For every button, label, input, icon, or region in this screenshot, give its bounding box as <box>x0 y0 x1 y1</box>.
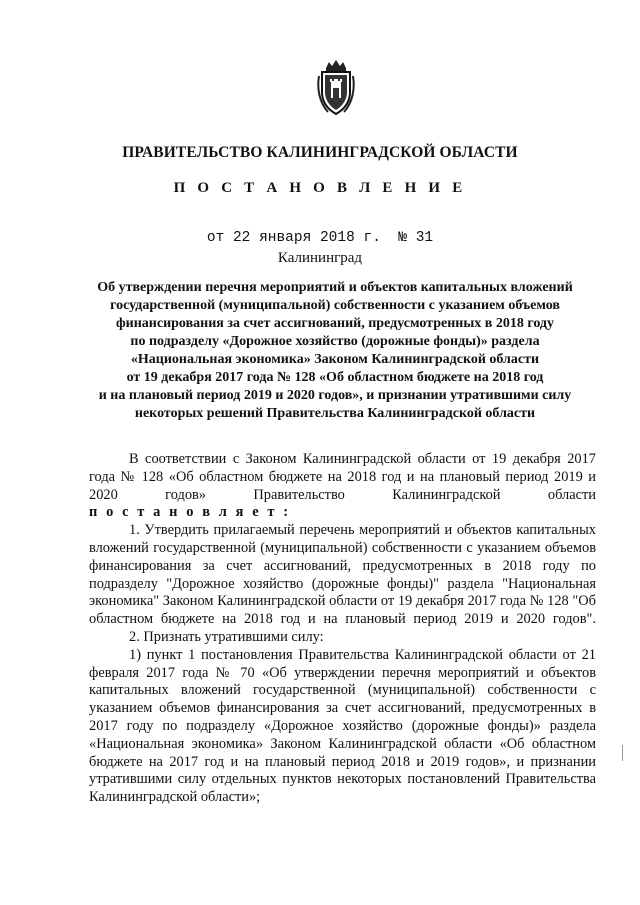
city: Калининград <box>277 250 363 266</box>
number-label: № <box>398 230 408 246</box>
document-heading <box>70 279 600 423</box>
heading-line: «Национальная экономика» Законом Калининградской области <box>130 352 540 367</box>
document-number: 31 <box>415 230 434 246</box>
heading-line: от 19 декабря 2017 года № 128 «Об областном бюджете на 2018 год <box>126 370 544 385</box>
margin-mark <box>622 745 623 761</box>
heading-line: государственной (муниципальной) собственности с указанием объемов <box>110 298 560 313</box>
item-1-paragraph: 1. Утвердить прилагаемый перечень мероприятий и объектов капитальных вложений государственной (муниципальной) собственности с указанием объемов финансирования за счет ассигнований, предусмотренных в 2018 году по подразделу "Дорожное хозяйство (дорожные фонды)" раздела "Национальная экономика" Законом Калининградской области от 19 декабря 2017 года № 128 "Об областном бюджете на 2018 год и на плановый период 2019 и 2020 годов". <box>89 522 596 628</box>
organization-title: ПРАВИТЕЛЬСТВО КАЛИНИНГРАДСКОЙ ОБЛАСТИ <box>122 144 518 161</box>
date-number-line <box>0 230 640 246</box>
heading-line: Об утверждении перечня мероприятий и объектов капитальных вложений <box>97 280 573 295</box>
document-type: П О С Т А Н О В Л Е Н И Е <box>173 180 467 196</box>
coat-of-arms-icon <box>316 58 356 116</box>
heading-line: некоторых решений Правительства Калининградской области <box>134 406 536 421</box>
item-2-paragraph: 2. Признать утратившими силу: <box>129 628 324 645</box>
heading-line: финансирования за счет ассигнований, предусмотренных в 2018 году <box>115 316 555 331</box>
document-body <box>89 451 596 807</box>
decree-word: п о с т а н о в л я е т : <box>89 504 291 521</box>
heading-line: и на плановый период 2019 и 2020 годов», и признании утратившими силу <box>98 388 572 403</box>
preamble-paragraph: В соответствии с Законом Калининградской области от 19 декабря 2017 года № 128 «Об областном бюджете на 2018 год и на плановый период 2019 и 2020 годов» Правительство Калининградской области <box>89 451 596 503</box>
document-date: 22 января 2018 г. <box>232 230 381 246</box>
item-2-1-paragraph: 1) пункт 1 постановления Правительства Калининградской области от 21 февраля 2017 года № 70 «Об утверждении перечня мероприятий и объектов капитальных вложений государственной (муниципальной) собственности с указанием объемов финансирования за счет ассигнований, предусмотренных в 2017 году по подразделу «Дорожное хозяйство (дорожные фонды)» раздела «Национальная экономика» Законом Калининградской области «Об областном бюджете на 2017 год и на плановый период 2018 и 2019 годов», и признании утратившими силу отдельных пунктов некоторых постановлений Правительства Калининградской области»; <box>89 646 596 806</box>
heading-line: по подразделу «Дорожное хозяйство (дорожные фонды)» раздела <box>130 334 540 349</box>
date-prefix: от <box>206 230 225 246</box>
